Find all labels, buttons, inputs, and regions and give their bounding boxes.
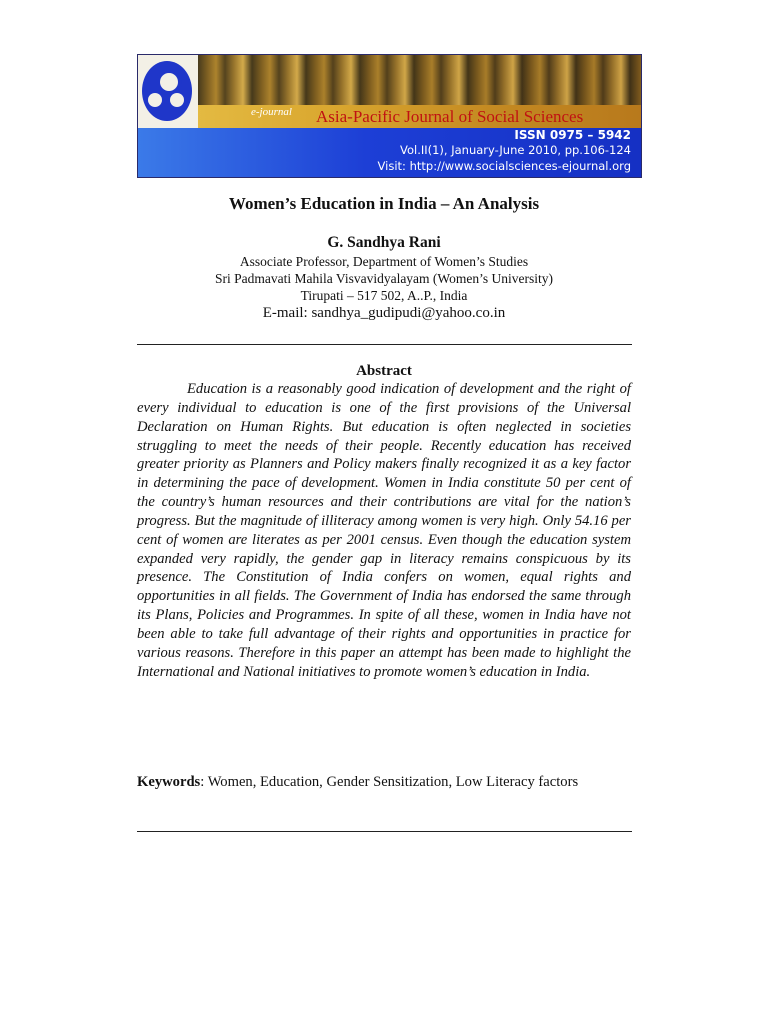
- author-name: G. Sandhya Rani: [327, 234, 441, 251]
- journal-url[interactable]: Visit: http://www.socialsciences-ejournal.org: [377, 159, 631, 173]
- banner-image-band: [138, 55, 641, 128]
- keywords: [137, 773, 631, 792]
- volume-text: Vol.II(1), January-June 2010, pp.106-124: [399, 143, 631, 157]
- journal-title: Asia-Pacific Journal of Social Sciences: [316, 107, 584, 126]
- author-affiliation-line-3: Tirupati – 517 502, A..P., India: [300, 288, 468, 303]
- banner-photo-collage: [198, 55, 641, 105]
- author-affiliation-line-2: Sri Padmavati Mahila Visvavidyalayam (Women’s University): [215, 271, 553, 286]
- abstract-text: Education is a reasonably good indication of development and the right of every individual to education is one of the first provisions of the Universal Declaration on Human Rights. But education is often neglected in societies struggling to meet the needs of their people. Recently education has received greater priority as Planners and Policy makers finally recognized it as a key factor in determining the pace of development. Women in India constitute 50 per cent of the country’s human resources and their contributions are vital for the nation’s progress. But the magnitude of illiteracy among women is very high. Only 54.16 per cent of women are literates as per 2001 census. Even though the education system expanded very rapidly, the gender gap in literacy remains conspicuous by its presence. The Constitution of India confers on women, equal rights and opportunities in all fields. The Government of India has endorsed the same through its Plans, Policies and Programmes. In spite of all these, women in India have not been able to take full advantage of their rights and opportunities in practice for various reasons. Therefore in this paper an attempt has been made to highlight the International and National initiatives to promote women’s education in India.: [137, 381, 631, 680]
- author-email[interactable]: E-mail: sandhya_gudipudi@yahoo.co.in: [262, 305, 506, 321]
- journal-banner: [137, 54, 642, 178]
- logo-mark-top: [156, 69, 182, 95]
- abstract-heading: Abstract: [356, 363, 412, 379]
- ejournal-label: e-journal: [251, 106, 292, 118]
- banner-info-band: [138, 128, 641, 177]
- keywords-label: Keywords: [137, 774, 201, 790]
- journal-logo: [138, 55, 198, 128]
- keywords-text: : Women, Education, Gender Sensitization, Low Literacy factors: [200, 774, 579, 790]
- author-affiliation-line-1: Associate Professor, Department of Women’s Studies: [239, 254, 529, 269]
- logo-mark-left: [148, 93, 162, 107]
- issn-text: ISSN 0975 – 5942: [514, 128, 631, 142]
- abstract-body: [137, 380, 631, 682]
- divider-bottom: [137, 831, 632, 832]
- logo-mark-right: [170, 93, 184, 107]
- divider-top: [137, 344, 632, 345]
- paper-title: Women’s Education in India – An Analysis: [228, 194, 540, 213]
